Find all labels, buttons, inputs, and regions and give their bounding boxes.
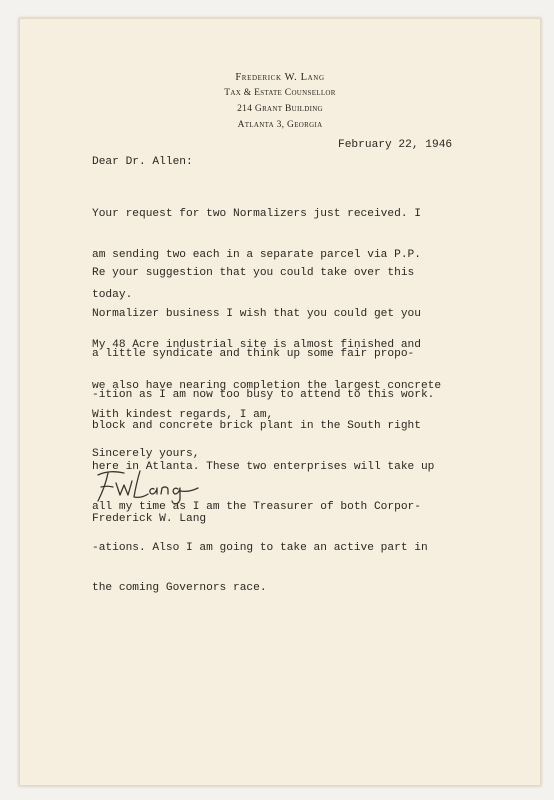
paragraph-line: am sending two each in a separate parcel via P.P. [92,248,421,261]
paragraph-line: Normalizer business I wish that you could get you [92,307,421,320]
paragraph-line: here in Atlanta. These two enterprises will take up [92,460,435,473]
paragraph-line: a little syndicate and think up some fair propo- [92,348,415,360]
paragraph-line: -ations. Also I am going to take an active part in [92,541,428,554]
letter-date: February 22, 1946 [338,139,453,151]
letterhead [20,71,540,133]
letter-sheet [19,18,541,786]
letterhead-name: Frederick W. Lang [235,72,325,83]
typed-signature-name: Frederick W. Lang [92,513,207,525]
closing-line: With kindest regards, I am, [92,409,274,421]
paragraph-line: today. [92,289,133,301]
paragraph-line: Re your suggestion that you could take over this [92,267,415,279]
paragraph-line: Your request for two Normalizers just received. I [92,208,421,220]
paragraph-line: -ition as I am now too busy to attend to this work. [92,388,435,401]
salutation: Dear Dr. Allen: [92,156,193,168]
letterhead-title: Tax & Estate Counsellor [224,88,336,98]
letterhead-address-line-2: Atlanta 3, Georgia [237,120,323,130]
paragraph-line: My 48 Acre industrial site is almost finished and [92,339,421,351]
paragraph-line: the coming Governors race. [92,582,267,594]
sign-off: Sincerely yours, [92,448,200,460]
letterhead-address-line-1: 214 Grant Building [237,104,323,114]
paragraph-line: we also have nearing completion the largest concrete [92,379,442,392]
handwritten-signature [92,461,212,511]
paragraph-line: block and concrete brick plant in the South right [92,420,421,432]
paragraph-line: all my time as I am the Treasurer of both Corpor- [92,501,421,513]
